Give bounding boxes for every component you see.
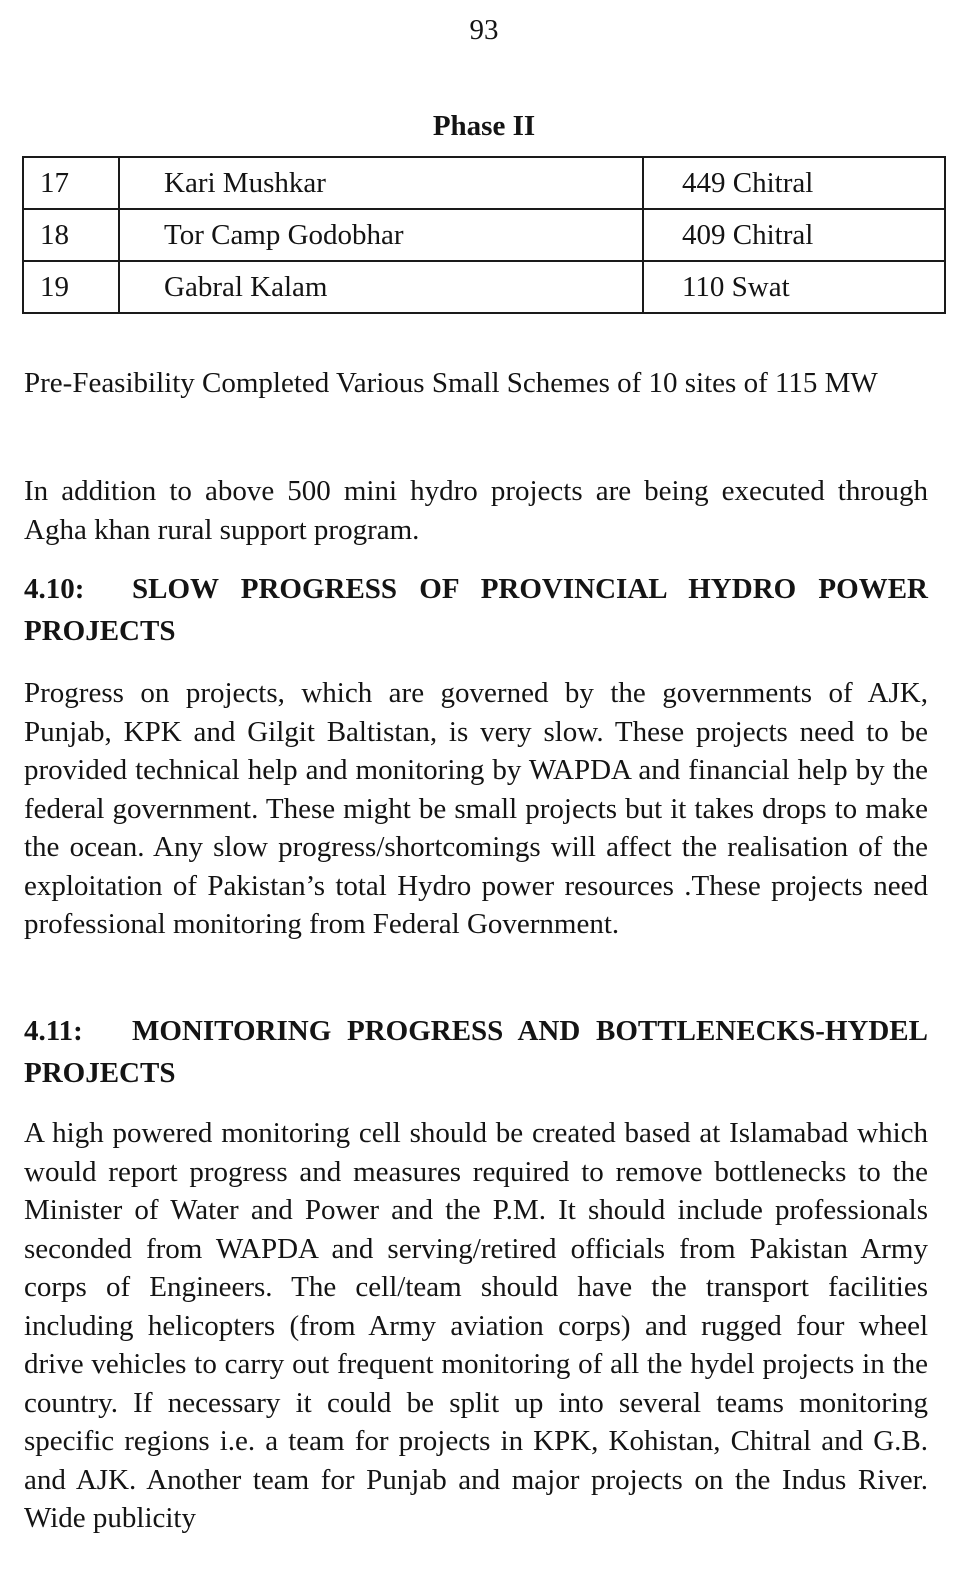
project-capacity-location: 449 Chitral <box>643 157 945 209</box>
mini-hydro-paragraph: In addition to above 500 mini hydro projects are being executed through Agha khan rural support program. <box>24 475 928 546</box>
section-4-11-body: A high powered monitoring cell should be created based at Islamabad which would report progress and measures required to remove bottlenecks to the Minister of Water and Power and the P.M. It should include professionals seconded from WAPDA and serving/retired officials from Pakistan Army corps of Engineers. The cell/team should have the transport facilities including helicopters (from Army aviation corps) and rugged four wheel drive vehicles to carry out frequent monitoring of all the hydel projects in the country. If necessary it could be split up into several teams monitoring specific regions i.e. a team for projects in KPK, Kohistan, Chitral and G.B. and AJK. Another team for Punjab and major projects on the Indus River. Wide publicity <box>24 1117 928 1534</box>
project-capacity-location: 409 Chitral <box>643 209 945 261</box>
section-title: MONITORING PROGRESS AND BOTTLENECKS-HYDEL PROJECTS <box>24 1015 928 1089</box>
table-title: Phase II <box>432 110 536 142</box>
project-name: Kari Mushkar <box>119 157 643 209</box>
section-number: 4.10: <box>24 573 85 605</box>
section-4-10-body: Progress on projects, which are governed by the governments of AJK, Punjab, KPK and Gilgit Baltistan, is very slow. These projects need to be provided technical help and monitoring by WAPDA and financial help by the federal government. These might be small projects but it takes drops to make the ocean. Any slow progress/shortcomings will affect the realisation of the exploitation of Pakistan’s total Hydro power resources .These projects need professional monitoring from Federal Government. <box>24 677 928 940</box>
table-row <box>23 261 945 313</box>
table-row <box>23 209 945 261</box>
project-capacity-location: 110 Swat <box>643 261 945 313</box>
section-4-10-heading <box>24 568 928 652</box>
project-name: Gabral Kalam <box>119 261 643 313</box>
section-number: 4.11: <box>24 1015 83 1047</box>
project-name: Tor Camp Godobhar <box>119 209 643 261</box>
row-number: 17 <box>23 157 119 209</box>
row-number: 19 <box>23 261 119 313</box>
page-number: 93 <box>469 14 499 46</box>
prefeasibility-paragraph: Pre-Feasibility Completed Various Small Schemes of 10 sites of 115 MW <box>24 367 878 399</box>
row-number: 18 <box>23 209 119 261</box>
table-row <box>23 157 945 209</box>
section-title: SLOW PROGRESS OF PROVINCIAL HYDRO POWER PROJECTS <box>24 573 928 647</box>
section-4-11-heading <box>24 1010 928 1094</box>
phase-ii-table <box>22 156 946 314</box>
